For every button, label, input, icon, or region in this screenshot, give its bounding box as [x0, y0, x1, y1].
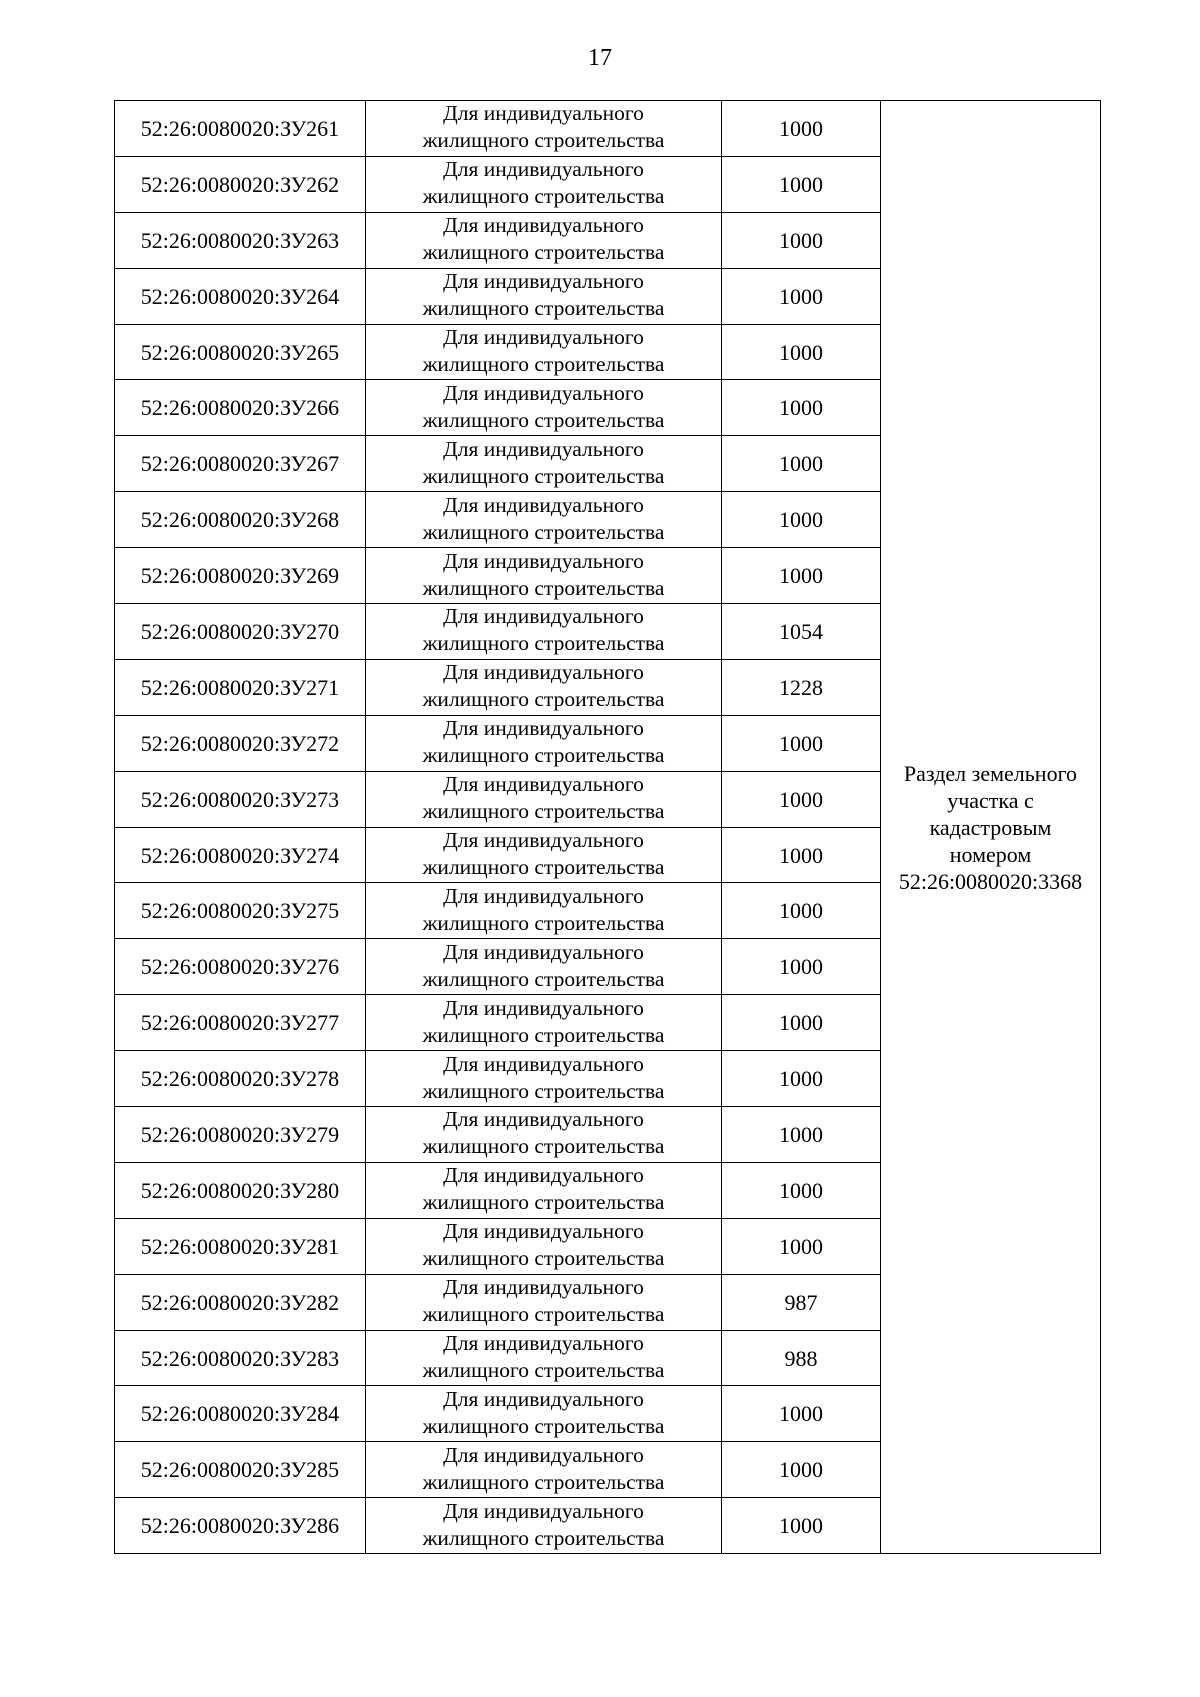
- area-cell: 1228: [722, 659, 881, 715]
- permitted-use-line-1: Для индивидуального: [443, 604, 644, 629]
- permitted-use-cell: [366, 827, 722, 883]
- permitted-use-cell: [366, 771, 722, 827]
- permitted-use-cell: [366, 1330, 722, 1386]
- permitted-use-line-1: Для индивидуального: [443, 1386, 644, 1411]
- area-cell: 1000: [722, 827, 881, 883]
- area-cell: 1000: [722, 883, 881, 939]
- parcel-id-cell: 52:26:0080020:ЗУ262: [115, 156, 366, 212]
- permitted-use-line-1: Для индивидуального: [443, 157, 644, 182]
- area-cell: 988: [722, 1330, 881, 1386]
- area-cell: 1000: [722, 1051, 881, 1107]
- permitted-use-cell: [366, 1162, 722, 1218]
- permitted-use-line-1: Для индивидуального: [443, 772, 644, 797]
- permitted-use-line-1: Для индивидуального: [443, 492, 644, 517]
- parcel-id-cell: 52:26:0080020:ЗУ283: [115, 1330, 366, 1386]
- permitted-use-cell: [366, 268, 722, 324]
- parcel-id-cell: 52:26:0080020:ЗУ281: [115, 1218, 366, 1274]
- permitted-use-line-2: жилищного строительства: [422, 910, 665, 935]
- permitted-use-line-2: жилищного строительства: [422, 1358, 665, 1383]
- area-cell: 1000: [722, 771, 881, 827]
- parcel-id-cell: 52:26:0080020:ЗУ285: [115, 1442, 366, 1498]
- permitted-use-line-1: Для индивидуального: [443, 883, 644, 908]
- parcel-id-cell: 52:26:0080020:ЗУ264: [115, 268, 366, 324]
- table-row: [115, 101, 1101, 157]
- permitted-use-line-1: Для индивидуального: [443, 1331, 644, 1356]
- permitted-use-line-1: Для индивидуального: [443, 1442, 644, 1467]
- permitted-use-line-1: Для индивидуального: [443, 101, 644, 126]
- permitted-use-line-2: жилищного строительства: [422, 352, 665, 376]
- parcel-id-cell: 52:26:0080020:ЗУ279: [115, 1107, 366, 1163]
- permitted-use-cell: [366, 604, 722, 660]
- permitted-use-cell: [366, 101, 722, 157]
- formation-method-line: участка с: [947, 787, 1034, 813]
- parcel-id-cell: 52:26:0080020:ЗУ273: [115, 771, 366, 827]
- permitted-use-cell: [366, 1051, 722, 1107]
- formation-method-line: Раздел земельного: [903, 760, 1078, 786]
- permitted-use-line-1: Для индивидуального: [443, 436, 644, 461]
- area-cell: 1000: [722, 715, 881, 771]
- formation-method-line: кадастровым: [929, 814, 1052, 840]
- permitted-use-line-2: жилищного строительства: [422, 1022, 665, 1047]
- parcel-id-cell: 52:26:0080020:ЗУ278: [115, 1051, 366, 1107]
- permitted-use-line-2: жилищного строительства: [422, 1413, 665, 1438]
- parcel-id-cell: 52:26:0080020:ЗУ270: [115, 604, 366, 660]
- permitted-use-line-1: Для индивидуального: [443, 325, 644, 349]
- parcel-id-cell: 52:26:0080020:ЗУ272: [115, 715, 366, 771]
- permitted-use-cell: [366, 1498, 722, 1554]
- permitted-use-line-1: Для индивидуального: [443, 995, 644, 1020]
- area-cell: 1000: [722, 939, 881, 995]
- permitted-use-cell: [366, 156, 722, 212]
- permitted-use-cell: [366, 324, 722, 380]
- parcels-table-body: [115, 101, 1101, 1554]
- permitted-use-line-2: жилищного строительства: [422, 966, 665, 991]
- area-cell: 1000: [722, 436, 881, 492]
- parcel-id-cell: 52:26:0080020:ЗУ266: [115, 380, 366, 436]
- permitted-use-line-1: Для индивидуального: [443, 548, 644, 573]
- permitted-use-cell: [366, 548, 722, 604]
- area-cell: 1000: [722, 380, 881, 436]
- permitted-use-line-2: жилищного строительства: [422, 463, 665, 488]
- area-cell: 1000: [722, 1498, 881, 1554]
- permitted-use-cell: [366, 1107, 722, 1163]
- permitted-use-line-2: жилищного строительства: [422, 575, 665, 600]
- parcel-id-cell: 52:26:0080020:ЗУ263: [115, 212, 366, 268]
- area-cell: 1000: [722, 212, 881, 268]
- permitted-use-line-1: Для индивидуального: [443, 1219, 644, 1244]
- permitted-use-line-2: жилищного строительства: [422, 1134, 665, 1159]
- permitted-use-line-1: Для индивидуального: [443, 1051, 644, 1076]
- permitted-use-line-1: Для индивидуального: [443, 660, 644, 685]
- area-cell: 1000: [722, 268, 881, 324]
- permitted-use-line-2: жилищного строительства: [422, 128, 665, 153]
- parcel-id-cell: 52:26:0080020:ЗУ286: [115, 1498, 366, 1554]
- permitted-use-cell: [366, 1386, 722, 1442]
- permitted-use-line-2: жилищного строительства: [422, 240, 665, 265]
- permitted-use-line-2: жилищного строительства: [422, 1246, 665, 1271]
- permitted-use-line-1: Для индивидуального: [443, 1163, 644, 1188]
- permitted-use-line-2: жилищного строительства: [422, 296, 665, 321]
- area-cell: 1000: [722, 156, 881, 212]
- permitted-use-line-1: Для индивидуального: [443, 213, 644, 238]
- area-cell: 1000: [722, 324, 881, 380]
- permitted-use-cell: [366, 715, 722, 771]
- parcel-id-cell: 52:26:0080020:ЗУ271: [115, 659, 366, 715]
- parcel-id-cell: 52:26:0080020:ЗУ268: [115, 492, 366, 548]
- permitted-use-line-1: Для индивидуального: [443, 716, 644, 741]
- permitted-use-cell: [366, 1218, 722, 1274]
- parcel-id-cell: 52:26:0080020:ЗУ265: [115, 324, 366, 380]
- permitted-use-line-2: жилищного строительства: [422, 687, 665, 712]
- formation-method-line: 52:26:0080020:3368: [898, 868, 1083, 894]
- area-cell: 1000: [722, 1107, 881, 1163]
- permitted-use-line-2: жилищного строительства: [422, 407, 665, 432]
- area-cell: 1000: [722, 995, 881, 1051]
- parcel-id-cell: 52:26:0080020:ЗУ284: [115, 1386, 366, 1442]
- permitted-use-cell: [366, 883, 722, 939]
- parcels-table: [114, 100, 1101, 1554]
- permitted-use-line-2: жилищного строительства: [422, 1302, 665, 1327]
- permitted-use-line-1: Для индивидуального: [443, 939, 644, 964]
- permitted-use-cell: [366, 380, 722, 436]
- permitted-use-line-2: жилищного строительства: [422, 519, 665, 544]
- permitted-use-line-2: жилищного строительства: [422, 799, 665, 824]
- area-cell: 987: [722, 1274, 881, 1330]
- parcel-id-cell: 52:26:0080020:ЗУ274: [115, 827, 366, 883]
- parcel-id-cell: 52:26:0080020:ЗУ276: [115, 939, 366, 995]
- parcel-id-cell: 52:26:0080020:ЗУ269: [115, 548, 366, 604]
- area-cell: 1000: [722, 548, 881, 604]
- permitted-use-cell: [366, 436, 722, 492]
- permitted-use-line-1: Для индивидуального: [443, 380, 644, 405]
- permitted-use-line-1: Для индивидуального: [443, 828, 644, 853]
- permitted-use-line-1: Для индивидуального: [443, 269, 644, 294]
- permitted-use-cell: [366, 492, 722, 548]
- permitted-use-line-2: жилищного строительства: [422, 743, 665, 768]
- permitted-use-cell: [366, 1274, 722, 1330]
- permitted-use-line-2: жилищного строительства: [422, 1469, 665, 1494]
- formation-method-cell: [881, 101, 1101, 1554]
- permitted-use-line-1: Для индивидуального: [443, 1107, 644, 1132]
- area-cell: 1054: [722, 604, 881, 660]
- parcel-id-cell: 52:26:0080020:ЗУ282: [115, 1274, 366, 1330]
- permitted-use-line-2: жилищного строительства: [422, 1078, 665, 1103]
- formation-method-line: номером: [949, 841, 1032, 867]
- parcel-id-cell: 52:26:0080020:ЗУ261: [115, 101, 366, 157]
- permitted-use-cell: [366, 995, 722, 1051]
- permitted-use-line-2: жилищного строительства: [422, 1190, 665, 1215]
- area-cell: 1000: [722, 1218, 881, 1274]
- area-cell: 1000: [722, 1162, 881, 1218]
- area-cell: 1000: [722, 492, 881, 548]
- permitted-use-cell: [366, 939, 722, 995]
- permitted-use-line-1: Для индивидуального: [443, 1275, 644, 1300]
- permitted-use-line-1: Для индивидуального: [443, 1498, 644, 1523]
- area-cell: 1000: [722, 101, 881, 157]
- parcel-id-cell: 52:26:0080020:ЗУ277: [115, 995, 366, 1051]
- permitted-use-cell: [366, 212, 722, 268]
- area-cell: 1000: [722, 1386, 881, 1442]
- permitted-use-cell: [366, 1442, 722, 1498]
- area-cell: 1000: [722, 1442, 881, 1498]
- parcel-id-cell: 52:26:0080020:ЗУ275: [115, 883, 366, 939]
- permitted-use-line-2: жилищного строительства: [422, 184, 665, 209]
- parcel-id-cell: 52:26:0080020:ЗУ267: [115, 436, 366, 492]
- permitted-use-line-2: жилищного строительства: [422, 1525, 665, 1550]
- page-number: 17: [588, 45, 612, 71]
- permitted-use-line-2: жилищного строительства: [422, 631, 665, 656]
- permitted-use-line-2: жилищного строительства: [422, 855, 665, 880]
- parcel-id-cell: 52:26:0080020:ЗУ280: [115, 1162, 366, 1218]
- permitted-use-cell: [366, 659, 722, 715]
